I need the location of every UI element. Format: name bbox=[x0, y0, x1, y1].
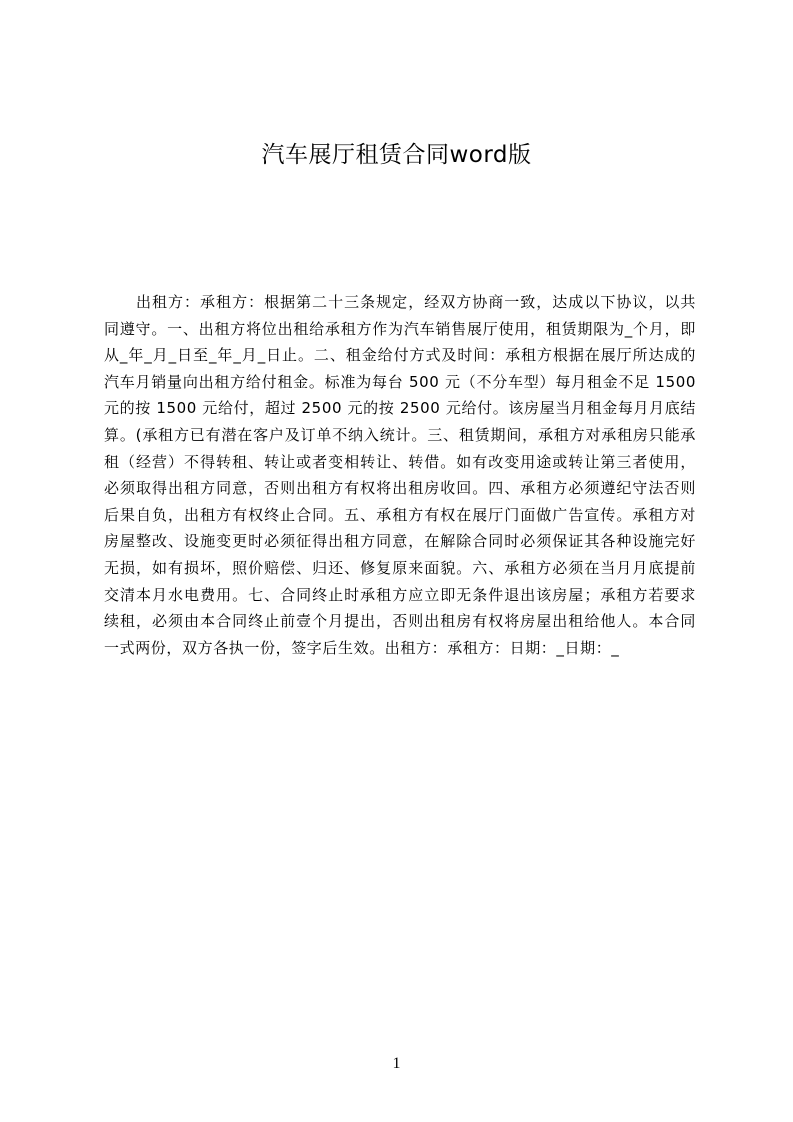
contract-body-text: 出租方：承租方：根据第二十三条规定，经双方协商一致，达成以下协议，以共同遵守。一、出租方将位出租给承租方作为汽车销售展厅使用，租赁期限为_个月，即从_年_月_日至_年_月_日止。二、租金给付方式及时间：承租方根据在展厅所达成的汽车月销量向出租方给付租金。标准为每台 500 元（不分车型）每月租金不足 1500 元的按 1500 元给付，超过 2500 元的按 2500 元给付。该房屋当月租金每月月底结算。(承租方已有潜在客户及订单不纳入统计。三、租赁期间，承租方对承租房只能承租（经营）不得转租、转让或者变相转让、转借。如有改变用途或转让第三者使用，必须取得出租方同意，否则出租方有权将出租房收回。四、承租方必须遵纪守法否则后果自负，出租方有权终止合同。五、承租方有权在展厅门面做广告宣传。承租方对房屋整改、设施变更时必须征得出租方同意，在解除合同时必须保证其各种设施完好无损，如有损坏，照价赔偿、归还、修复原来面貌。六、承租方必须在当月月底提前交清本月水电费用。七、合同终止时承租方应立即无条件退出该房屋；承租方若要求续租，必须由本合同终止前壹个月提出，否则出租房有权将房屋出租给他人。本合同一式两份，双方各执一份，签字后生效。出租方：承租方：日期：_日期：_ bbox=[104, 293, 696, 657]
page-number: 1 bbox=[392, 1055, 401, 1072]
document-title: 汽车展厅租赁合同word版 bbox=[261, 142, 532, 168]
